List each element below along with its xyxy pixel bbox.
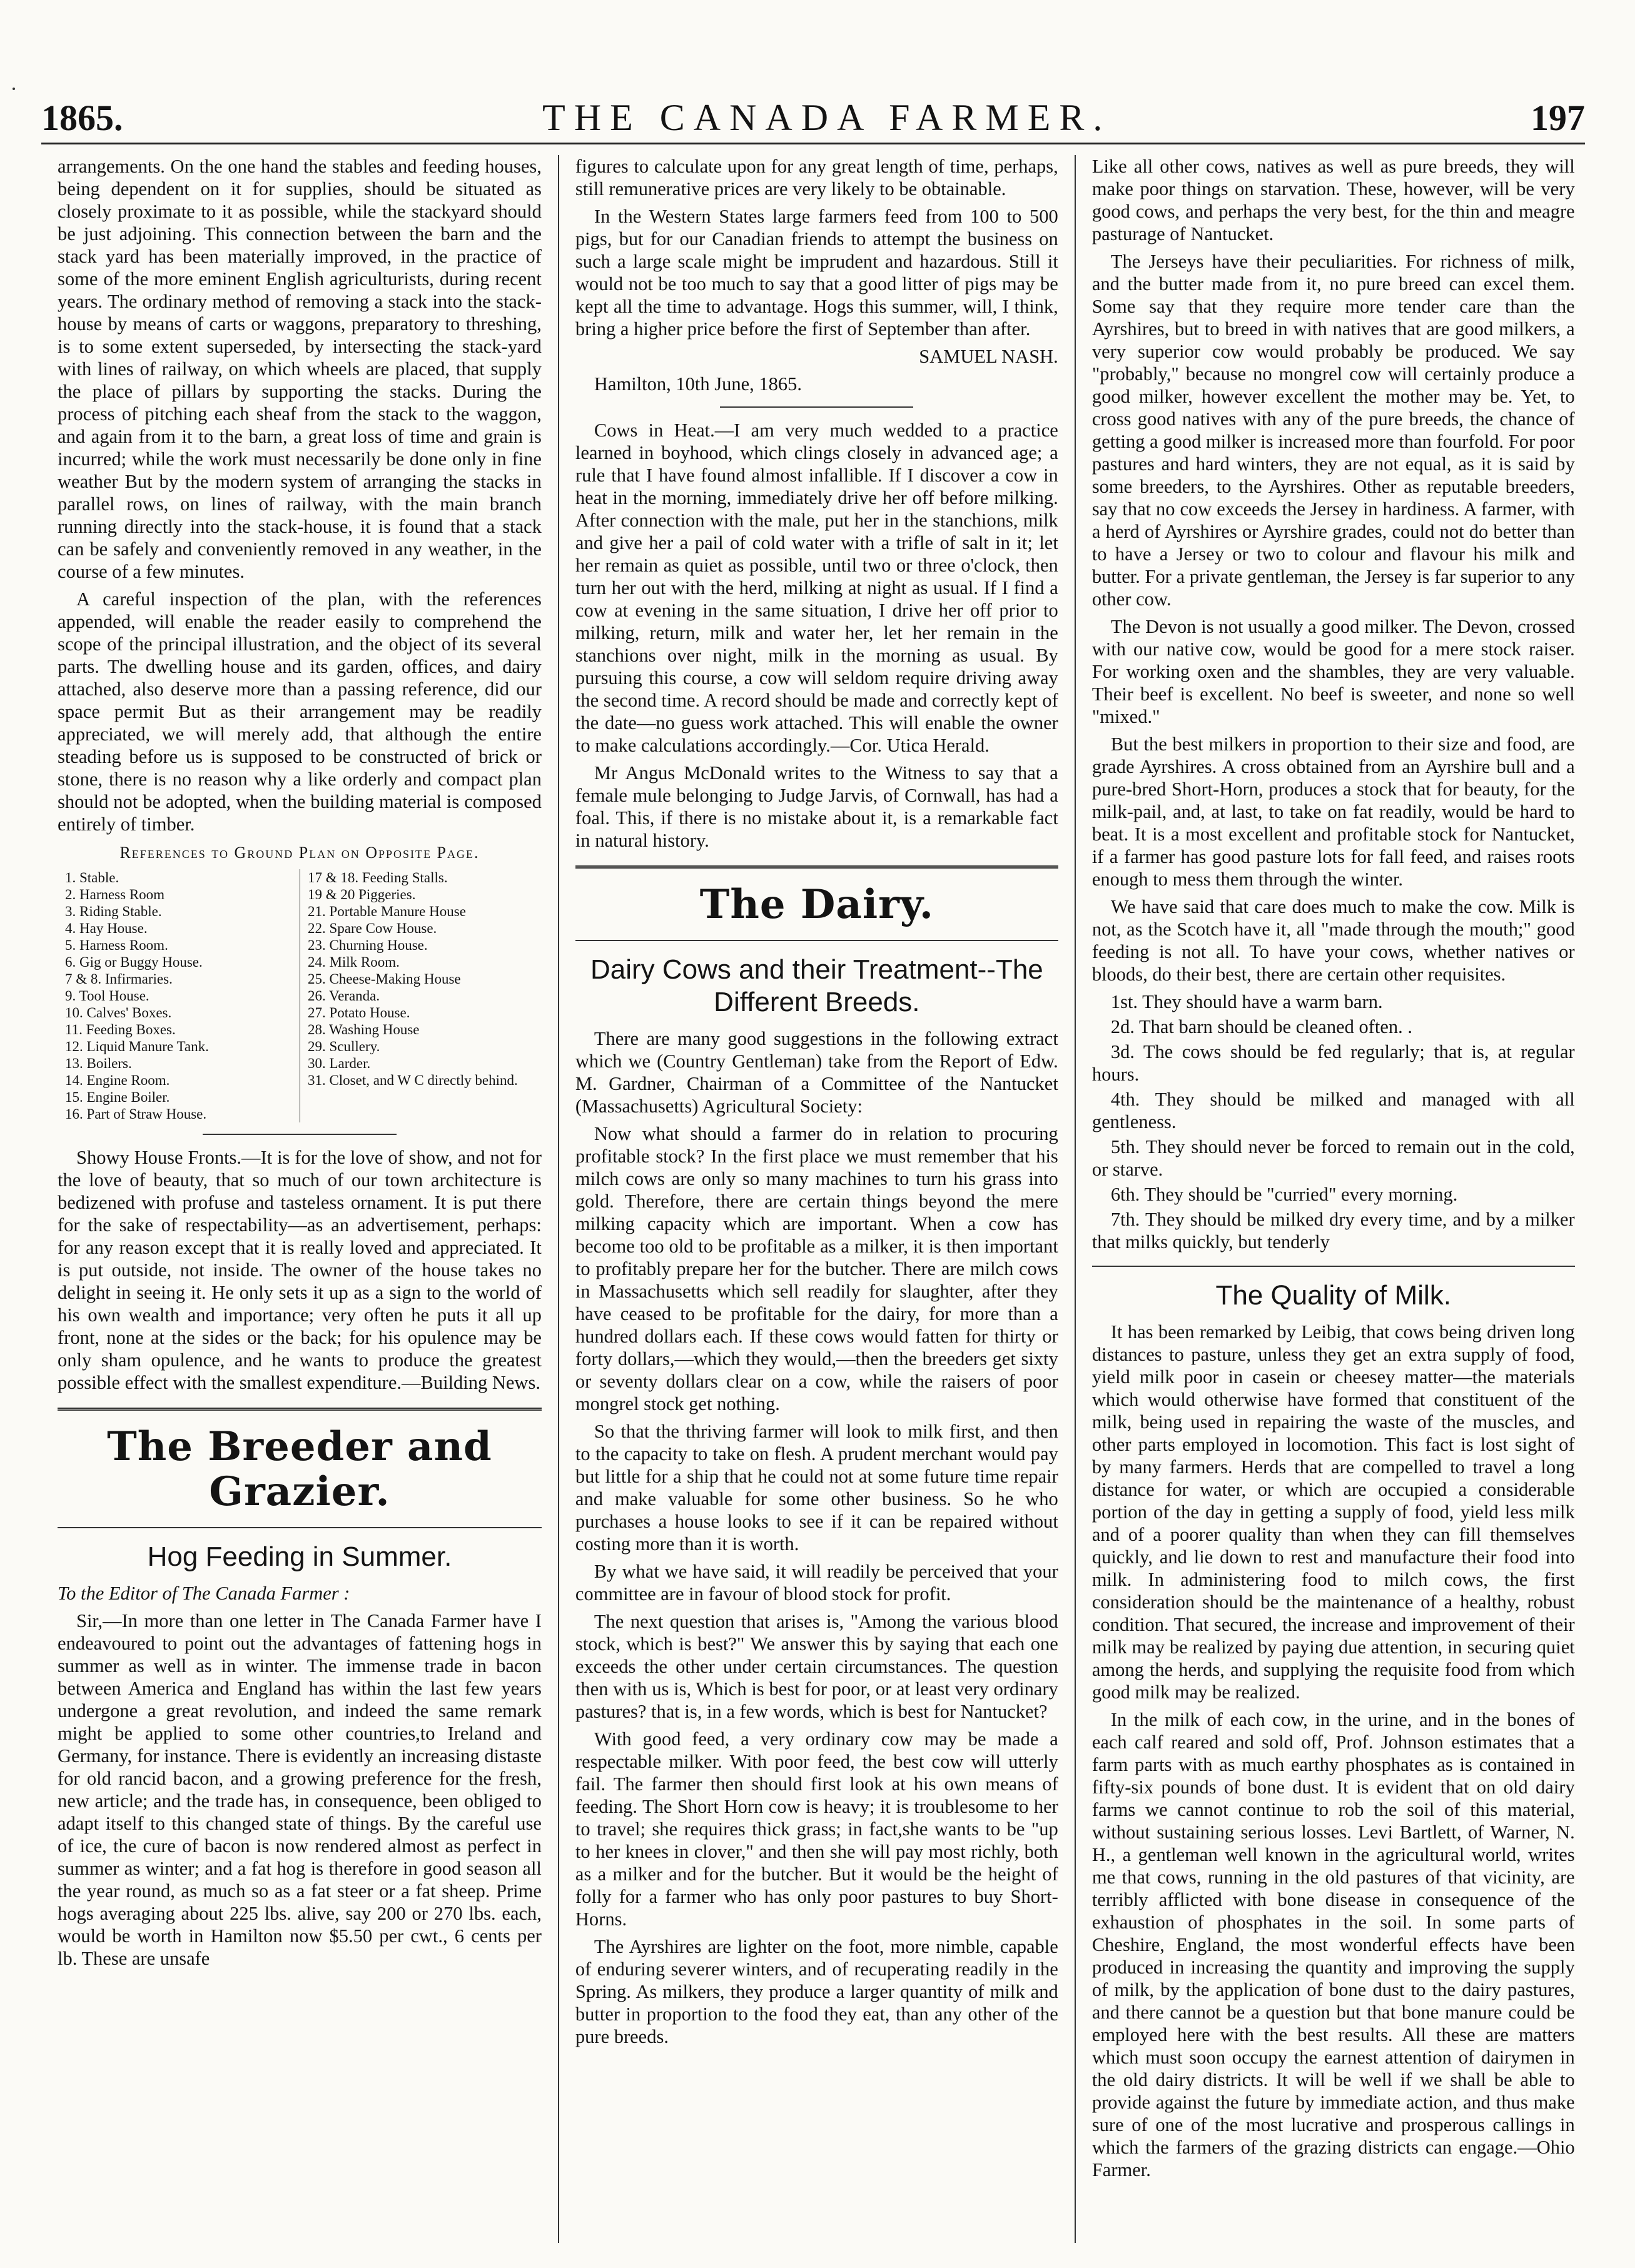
columns [41, 155, 1591, 2243]
divider [575, 940, 1058, 941]
reference-item: 4. Hay House. [65, 920, 148, 936]
list-item: 1st. They should have a warm barn. [1110, 991, 1383, 1012]
reference-item: 10. Calves' Boxes. [65, 1005, 172, 1021]
list-item: 6th. They should be "curried" every morning. [1110, 1184, 1458, 1205]
divider [575, 865, 1058, 869]
ink-speck [13, 88, 15, 90]
paragraph: Showy House Fronts.—It is for the love of show, and not for the love of beauty, that so much of our town architecture is bedizened with profuse and tasteless ornament. It is put there for the sake of respectability—as an advertisement, perhaps: for any reason except that it is really loved and appreciated. It is put outside, not inside. The owner of the house takes no delight in seeing it. He only sets it up as a sign to the world of his own wealth and importance; very often he puts it all up front, none at the sides or the back; for his opulence may be only sham opulence, and he wants to produce the greatest possible effect with the smallest expenditure.—Building News. [58, 1147, 542, 1393]
reference-item: 16. Part of Straw House. [65, 1106, 207, 1122]
paragraph: So that the thriving farmer will look to milk first, and then to the capacity to take on flesh. A prudent merchant would pay but little for a ship that he could not at some future time repair and make valuable for some other business. So he who purchases a house looks to see if it can be repaired without costing more than it is worth. [575, 1421, 1058, 1555]
reference-item: 28. Washing House [307, 1022, 420, 1037]
paragraph: The next question that arises is, "Among the various blood stock, which is best?" We answer this by saying that each one exceeds the other under certain circumstances. The question then with us is, Which is best for poor, or at least very ordinary pastures? that is, in a few words, which is best for Nantucket? [575, 1611, 1058, 1722]
references-right [300, 869, 542, 1122]
paragraph: figures to calculate upon for any great length of time, perhaps, still remunerative prices are very likely to be obtainable. [575, 156, 1058, 199]
article-headline: Dairy Cows and their Treatment--The Different Breeds. [590, 954, 1043, 1017]
dateline: Hamilton, 10th June, 1865. [594, 373, 802, 395]
references-list [58, 869, 542, 1122]
column-1 [41, 155, 558, 2243]
column-2 [558, 155, 1075, 2243]
masthead-title: THE CANADA FARMER. [542, 97, 1111, 138]
reference-item: 14. Engine Room. [65, 1072, 170, 1088]
reference-item: 9. Tool House. [65, 988, 149, 1004]
paragraph: But the best milkers in proportion to their size and food, are grade Ayrshires. A cross obtained from an Ayrshire bull and a pure-bred Short-Horn, produces a stock that for beauty, for the milk-pail, and, at last, to take on fat readily, would be hard to beat. It is a most excellent and profitable stock for Nantucket, if a farmer has good pasture lots for fall feed, and raises roots enough to mess them through the winter. [1091, 733, 1575, 890]
reference-item: 25. Cheese-Making House [307, 971, 461, 987]
reference-item: 17 & 18. Feeding Stalls. [307, 870, 448, 885]
divider [58, 1527, 542, 1528]
masthead-page-number: 197 [1531, 98, 1585, 138]
paragraph: The Jerseys have their peculiarities. For richness of milk, and the butter made from it, no pure breed can excel them. Some say that they require more tender care than the Ayrshires, but to breed in with natives that are good milkers, a very superior cow would probably be produced. We say "probably," because no mongrel cow will certainly produce a good milker, however excellent the mother may be. Yet, to cross good natives with any of the pure breeds, the chance of getting a good milker is increased more than fourfold. For poor pastures and hard winters, they are not equal, as it is said by some breeders, to the Ayrshires. Other as reputable breeders, say that no cow exceeds the Jersey in hardiness. A farmer, with a herd of Ayrshires or Ayrshire grades, could not do better than to have a Jersey or two to colour and flavour his milk and butter. For a private gentleman, the Jersey is far superior to any other cow. [1091, 251, 1575, 610]
reference-item: 27. Potato House. [307, 1005, 410, 1021]
list-item: 4th. They should be milked and managed with all gentleness. [1091, 1089, 1575, 1132]
reference-item: 24. Milk Room. [307, 954, 400, 970]
reference-item: 29. Scullery. [307, 1039, 380, 1054]
section-heading: The Breeder and Grazier. [107, 1423, 492, 1515]
article-headline: Hog Feeding in Summer. [147, 1541, 452, 1572]
paragraph: We have said that care does much to make the cow. Milk is not, as the Scotch have it, all "made through the mouth;" good feeding is not all. To have your cows, whether natives or bloods, do their best, there are certain other requisites. [1091, 896, 1575, 985]
reference-item: 31. Closet, and W C directly behind. [307, 1072, 518, 1088]
reference-item: 7 & 8. Infirmaries. [65, 971, 173, 987]
reference-item: 21. Portable Manure House [307, 904, 466, 919]
reference-item: 30. Larder. [307, 1056, 371, 1071]
reference-item: 3. Riding Stable. [65, 904, 162, 919]
reference-item: 13. Boilers. [65, 1056, 132, 1071]
reference-item: 5. Harness Room. [65, 937, 168, 953]
reference-item: 1. Stable. [65, 870, 119, 885]
paragraph: It has been remarked by Leibig, that cows being driven long distances to pasture, unless they get an extra supply of food, yield milk poor in casein or cheesey matter—the materials which would otherwise have formed that constituent of the milk, being used in repairing the waste of the muscles, and other parts employed in locomotion. This fact is lost sight of by many farmers. Herds that are compelled to travel a long distance for water, or which are occupied a considerable portion of the day in getting a supply of food, yield less milk and of a poorer quality than when they can fill themselves quickly, and lie down to rest and manufacture their food into milk. In administering food to milch cows, the first consideration should be the maintenance of a healthy, robust condition. That secured, the increase and improvement of their milk may be realized by paying due attention, in securing quiet among the herds, and supplying the requisite food from which good milk may be realized. [1091, 1321, 1575, 1703]
paragraph: A careful inspection of the plan, with the references appended, will enable the reader easily to comprehend the scope of the principal illustration, and the object of its several parts. The dwelling house and its garden, offices, and dairy attached, also deserve more than a passing reference, did our space permit But as their arrangement may be readily appreciated, we will merely add, that although the entire steading before us is supposed to be constructed of brick or stone, there is no reason why a like orderly and compact plan should not be adopted, when the building material is composed entirely of timber. [58, 588, 542, 835]
paragraph: The Ayrshires are lighter on the foot, more nimble, capable of enduring severer winters, and of recuperating readily in the Spring. As milkers, they produce a larger quantity of milk and butter in proportion to the food they eat, than any other of the pure breeds. [575, 1936, 1058, 2047]
reference-item: 6. Gig or Buggy House. [65, 954, 203, 970]
list-item: 2d. That barn should be cleaned often. . [1110, 1016, 1413, 1037]
reference-item: 23. Churning House. [307, 937, 428, 953]
reference-item: 22. Spare Cow House. [307, 920, 437, 936]
reference-item: 12. Liquid Manure Tank. [65, 1039, 209, 1054]
paragraph: The Devon is not usually a good milker. The Devon, crossed with our native cow, would be good for a mere stock raiser. For working oxen and the shambles, they are very valuable. Their beef is excellent. No beef is sweeter, and none so well "mixed." [1091, 616, 1575, 727]
paragraph: Now what should a farmer do in relation to procuring profitable stock? In the first place we must remember that his milch cows are only so many machines to turn his grass into gold. Therefore, there are certain things beyond the mere milking capacity which are important. When a cow has become too old to be profitable as a milker, it is then important to profitably prepare her for the butcher. There are milch cows in Massachusetts which sell readily for slaughter, after they have ceased to be profitable for the dairy, for more than a hundred dollars each. If these cows would fatten for thirty or forty dollars,—which they would,—then the breeders get sixty or seventy dollars clear on a cow, while the raisers of poor mongrel stock get nothing. [575, 1123, 1058, 1414]
reference-item: 26. Veranda. [307, 988, 380, 1004]
column-3 [1075, 155, 1591, 2243]
references-left [58, 869, 300, 1122]
paragraph: In the milk of each cow, in the urine, and in the bones of each calf reared and sold off, Prof. Johnson estimates that a farm parts with as much earthy phosphates as is contained in fifty-six pounds of bone dust. It is evident that on old dairy farms we cannot continue to rob the soil of this material, without sustaining serious losses. Levi Bartlett, of Warner, N. H., a gentleman well known in the agricultural world, writes me that cows, running in the old pastures of that vicinity, are terribly afflicted with bone disease in consequence of the exhaustion of phosphates in the soil. In some parts of Cheshire, England, the most wonderful effects have been produced in increasing the quantity and improving the supply of milk, by the application of bone dust to the dairy pastures, and there cannot be a question but that bone manure could be employed here with the best results. All these are matters which must soon occupy the earnest attention of dairymen in the old dairy districts. It will be well if we shall be able to provide against the future by immediate action, and thus make sure of one of the most lucrative and prosperous callings in which the farmers of the grazing districts can engage.—Ohio Farmer. [1091, 1709, 1575, 2180]
references-title: References to Ground Plan on Opposite Page. [119, 844, 480, 862]
reference-item: 15. Engine Boiler. [65, 1089, 170, 1105]
paragraph: There are many good suggestions in the following extract which we (Country Gentleman) take from the Report of Edw. M. Gardner, Chairman of a Committee of the Nantucket (Massachusetts) Agricultural Society: [575, 1028, 1058, 1117]
requisites-list [1092, 990, 1575, 1253]
masthead [41, 94, 1585, 144]
divider [720, 406, 913, 408]
paragraph: Cows in Heat.—I am very much wedded to a practice learned in boyhood, which clings closely in advanced age; a rule that I have found almost infallible. If I discover a cow in heat in the morning, immediately drive her off before milking. After connection with the male, put her in the stanchions, milk and give her a pail of cold water with a trifle of salt in it; let her remain as quiet as possible, until two or three o'clock, then turn her out with the herd, milking at night as usual. If I find a cow at evening in the same situation, I drive her off prior to milking, return, milk and water her, let her remain in the stanchions over night, milk in the morning as usual. By pursuing this course, a cow will seldom require driving away the second time. A record should be made and correctly kept of the date—no guess work attached. This will enable the owner to make calculations accordingly.—Cor. Utica Herald. [575, 420, 1058, 756]
list-item: 5th. They should never be forced to remain out in the cold, or starve. [1091, 1136, 1575, 1180]
paragraph: By what we have said, it will readily be perceived that your committee are in favour of blood stock for profit. [575, 1561, 1058, 1605]
reference-item: 19 & 20 Piggeries. [307, 887, 416, 902]
section-heading: The Dairy. [699, 881, 934, 928]
paragraph: Mr Angus McDonald writes to the Witness to say that a female mule belonging to Judge Jarvis, of Cornwall, has had a foal. This, if there is no mistake about it, is a remarkable fact in natural history. [575, 762, 1058, 851]
article-headline: The Quality of Milk. [1215, 1280, 1452, 1311]
paragraph: In the Western States large farmers feed from 100 to 500 pigs, but for our Canadian friends to attempt the business on such a large scale might be imprudent and hazardous. Still it would not be too much to say that a good litter of pigs may be kept all the time to advantage. Hogs this summer, will, I think, bring a higher price before the first of September than after. [575, 206, 1058, 340]
list-item: 7th. They should be milked dry every time, and by a milker that milks quickly, but tenderly [1091, 1209, 1575, 1252]
paragraph: With good feed, a very ordinary cow may be made a respectable milker. With poor feed, the best cow will utterly fail. The farmer then should first look at his own means of feeding. The Short Horn cow is heavy; it is troublesome to her to travel; she requires thick grass; in fact,she wants to be "up to her knees in clover," and then she will pay most richly, both as a milker and for the butcher. But it would be the height of folly for a farmer who has only poor pastures to buy Short-Horns. [575, 1728, 1058, 1930]
list-item: 3d. The cows should be fed regularly; that is, at regular hours. [1091, 1041, 1575, 1085]
masthead-year: 1865. [41, 98, 123, 138]
reference-item: 11. Feeding Boxes. [65, 1022, 176, 1037]
divider [203, 1134, 397, 1135]
salutation: To the Editor of The Canada Farmer : [58, 1583, 350, 1604]
reference-item: 2. Harness Room [65, 887, 165, 902]
paragraph: arrangements. On the one hand the stables and feeding houses, being dependent on it for supplies, should be situated as closely proximate to it as possible, while the stackyard should be just adjoining. This connection between the barn and the stack yard has been materially improved, in the practice of some of the more eminent English agriculturists, during recent years. The ordinary method of removing a stack into the stack-house by means of carts or waggons, preparatory to threshing, is to some extent superseded, by intersecting the stack-yard with lines of railway, on which wheels are placed, that supply the place of pillars by supporting the stacks. During the process of pitching each sheaf from the stack to the waggon, and again from it to the barn, a great loss of time and grain is incurred; while the work must necessarily be done only in fine weather But by the modern system of arranging the stacks in parallel rows, on lines of railway, with the main branch running directly into the stack-house, it is found that a stack can be safely and conveniently removed in any weather, in the course of a few minutes. [58, 156, 542, 582]
paragraph: Like all other cows, natives as well as pure breeds, they will make poor things on starvation. These, however, will be very good cows, and perhaps the very best, for the thin and meagre pasturage of Nantucket. [1091, 156, 1575, 244]
signature: SAMUEL NASH. [919, 346, 1058, 367]
paragraph: Sir,—In more than one letter in The Canada Farmer have I endeavoured to point out the advantages of fattening hogs in summer as well as in winter. The immense trade in bacon between America and England has within the last few years undergone a great revolution, and indeed the same remark might be applied to some other countries,to Ireland and Germany, for instance. There is evidently an increasing distaste for old rancid bacon, and a growing preference for the fresh, new article; and the trade has, in consequence, been obliged to adapt itself to this changed state of things. By the careful use of ice, the cure of bacon is now rendered almost as perfect in summer as winter; and a fat hog is therefore in good season all the year round, as much so as a fat steer or a fat sheep. Prime hogs averaging about 225 lbs. alive, say 200 or 270 lbs. each, would be worth in Hamilton now $5.50 per cwt., 6 cents per lb. These are unsafe [58, 1610, 542, 1969]
divider [1092, 1266, 1575, 1267]
divider [58, 1408, 542, 1411]
